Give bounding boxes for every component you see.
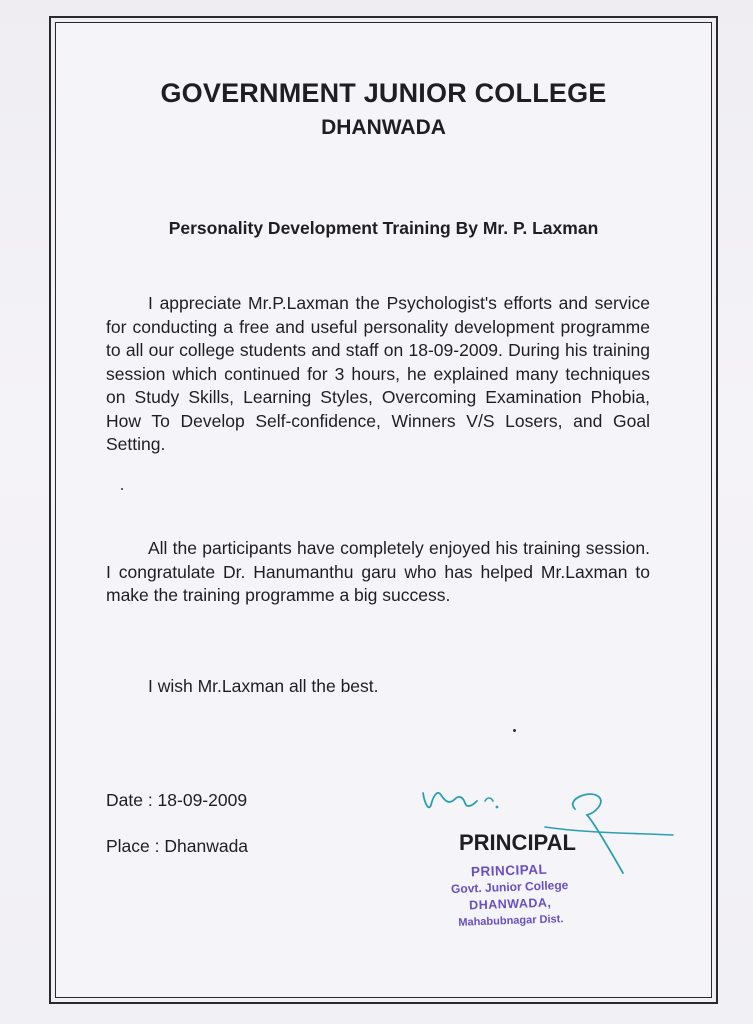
stamp-line-2: Govt. Junior College xyxy=(450,877,569,897)
ink-speck xyxy=(513,729,516,732)
college-title: GOVERNMENT JUNIOR COLLEGE xyxy=(160,78,607,108)
body-paragraph-1: I appreciate Mr.P.Laxman the Psychologist's efforts and service for conducting a free and useful personality development programme to all our college students and staff on 18-09-2009. During his training session which continued for 3 hours, he explained many techniques on Study Skills, Learning Styles, Overcoming Examination Phobia, How To Develop Self-confidence, Winners V/S Losers, and Goal Setting. xyxy=(106,293,650,454)
stamp-line-1: PRINCIPAL xyxy=(470,861,548,880)
stamp-line-3: DHANWADA, xyxy=(468,895,552,913)
date-line: Date : 18-09-2009 xyxy=(106,790,248,810)
college-location: DHANWADA xyxy=(321,116,446,139)
body-paragraph-3: I wish Mr.Laxman all the best. xyxy=(148,676,379,696)
official-stamp xyxy=(429,859,591,933)
letter-heading: Personality Development Training By Mr. P. Laxman xyxy=(168,218,599,238)
ink-speck xyxy=(121,488,123,490)
signatory-title: PRINCIPAL xyxy=(459,830,576,855)
body-paragraph-2: All the participants have completely enjoyed his training session. I congratulate Dr. Hanumanthu garu who has helped Mr.Laxman to make the training programme a big success. xyxy=(106,538,650,605)
stamp-line-4: Mahabubnagar Dist. xyxy=(458,913,564,929)
place-line: Place : Dhanwada xyxy=(106,836,249,856)
